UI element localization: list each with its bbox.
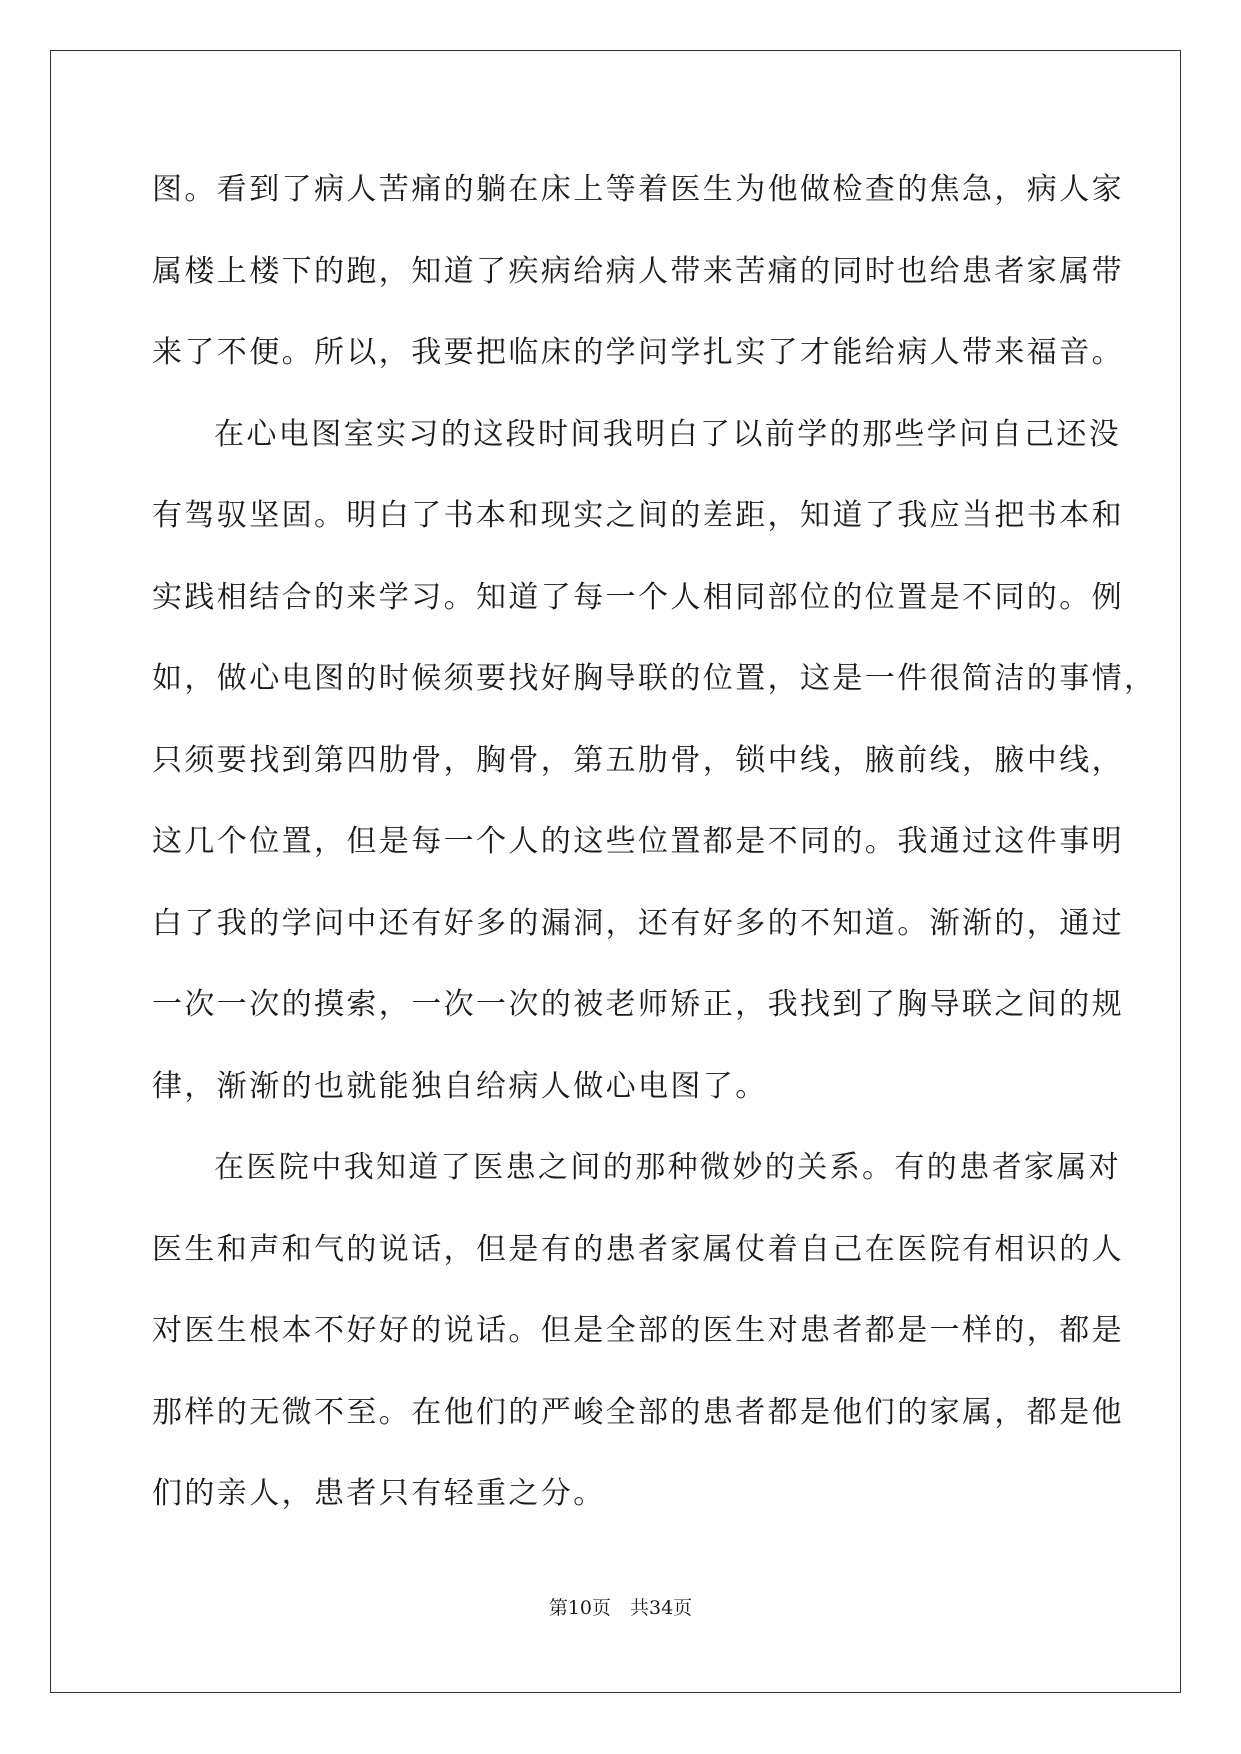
text-line-15: 对医生根本不好好的说话。但是全部的医生对患者都是一样的，都是 [152, 1313, 1124, 1348]
page-number-footer: 第10页 共34页 [548, 1597, 693, 1619]
text-line-16: 那样的无微不至。在他们的严峻全部的患者都是他们的家属，都是他 [152, 1394, 1124, 1430]
text-line-10: 白了我的学问中还有好多的漏洞，还有好多的不知道。渐渐的，通过 [152, 905, 1124, 941]
text-line-6: 实践相结合的来学习。知道了每一个人相同部位的位置是不同的。例 [152, 579, 1124, 615]
text-line-13: 在医院中我知道了医患之间的那种微妙的关系。有的患者家属对 [214, 1150, 1122, 1185]
text-line-9: 这几个位置，但是每一个人的这些位置都是不同的。我通过这件事明 [152, 824, 1124, 859]
text-line-7: 如，做心电图的时候须要找好胸导联的位置，这是一件很简洁的事情， [152, 661, 1157, 696]
text-line-3: 来了不便。所以，我要把临床的学问学扎实了才能给病人带来福音。 [152, 335, 1124, 370]
text-line-1: 图。看到了病人苦痛的躺在床上等着医生为他做检查的焦急，病人家 [152, 172, 1124, 207]
text-line-2: 属楼上楼下的跑，知道了疾病给病人带来苦痛的同时也给患者家属带 [152, 253, 1124, 289]
text-line-11: 一次一次的摸索，一次一次的被老师矫正，我找到了胸导联之间的规 [152, 987, 1124, 1022]
text-line-8: 只须要找到第四肋骨，胸骨，第五肋骨，锁中线，腋前线，腋中线， [152, 742, 1124, 778]
text-line-17: 们的亲人，患者只有轻重之分。 [152, 1476, 606, 1511]
text-line-12: 律，渐渐的也就能独自给病人做心电图了。 [152, 1068, 768, 1104]
text-line-14: 医生和声和气的说话，但是有的患者家属仗着自己在医院有相识的人 [152, 1231, 1124, 1267]
body-text [152, 165, 1157, 1551]
text-line-4: 在心电图室实习的这段时间我明白了以前学的那些学问自己还没 [214, 416, 1122, 452]
text-line-5: 有驾驭坚固。明白了书本和现实之间的差距，知道了我应当把书本和 [152, 498, 1124, 533]
